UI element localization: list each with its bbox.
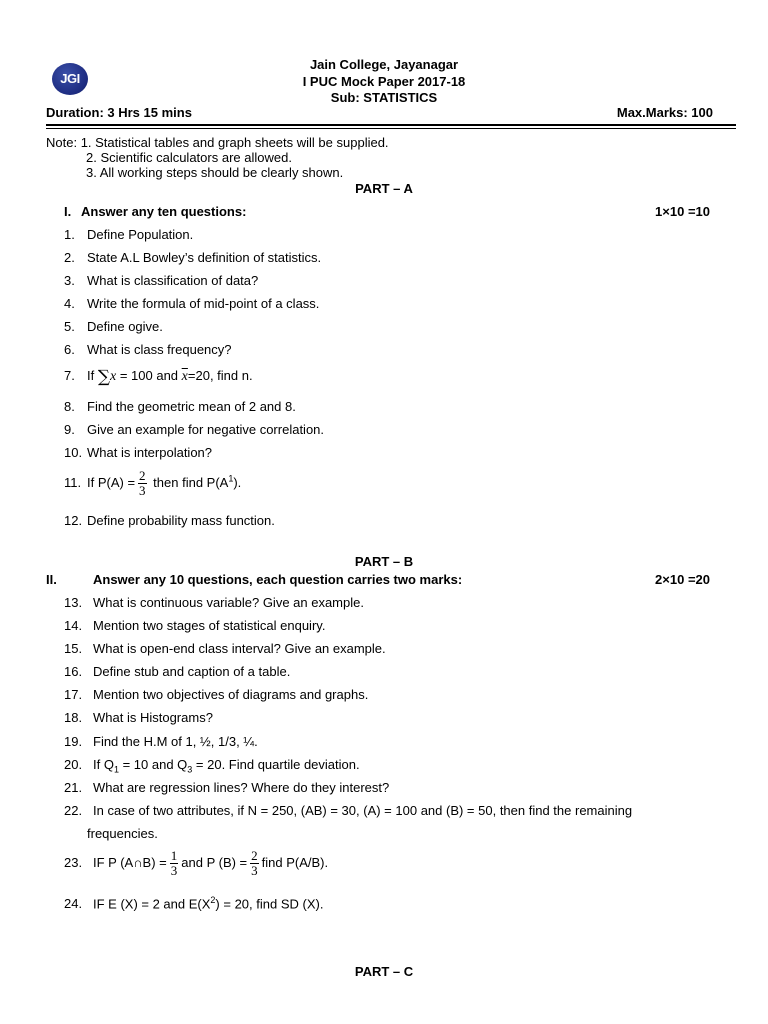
fraction-numerator: 2 xyxy=(251,848,258,863)
fraction-denominator: 3 xyxy=(139,483,146,498)
question-number: 6. xyxy=(64,342,75,357)
question-text: Mention two stages of statistical enquiry. xyxy=(93,618,326,633)
question-text: ). xyxy=(233,474,242,490)
superscript: 1 xyxy=(228,473,234,484)
question-number: 9. xyxy=(64,422,75,437)
question-number: 1. xyxy=(64,227,75,242)
question-text: Define stub and caption of a table. xyxy=(93,664,291,679)
subject-line: Sub: STATISTICS xyxy=(330,90,438,105)
question-item xyxy=(64,780,389,795)
fraction-numerator: 2 xyxy=(139,468,146,483)
question-item xyxy=(64,664,290,679)
question-item xyxy=(64,595,364,610)
question-text: Find the H.M of 1, ½, 1/3, ¼. xyxy=(93,734,258,749)
question-text: Define probability mass function. xyxy=(87,513,275,528)
question-number: 2. xyxy=(64,250,75,265)
question-item xyxy=(64,342,232,357)
header-rule-thin xyxy=(46,128,736,129)
question-item xyxy=(64,445,212,460)
fraction-denominator: 3 xyxy=(170,863,178,878)
max-marks-label: Max.Marks xyxy=(616,105,684,120)
question-text: Define Population. xyxy=(87,227,194,242)
question-text: then find P(A xyxy=(153,474,229,490)
fraction xyxy=(250,849,259,878)
section-roman: I. xyxy=(64,204,72,219)
part-c-title: PART – C xyxy=(354,964,414,979)
question-item xyxy=(64,757,360,775)
question-text: =20, find n. xyxy=(187,368,253,383)
question-number: 19. xyxy=(64,734,83,749)
question-number: 10. xyxy=(64,445,83,460)
question-text: = 20. Find quartile deviation. xyxy=(192,757,360,772)
question-item xyxy=(64,250,321,265)
question-text: What is classification of data? xyxy=(87,273,259,288)
question-text: Write the formula of mid-point of a class. xyxy=(87,296,320,311)
question-item xyxy=(64,399,296,414)
question-text: = 10 and Q xyxy=(118,757,188,772)
question-text: IF P (A∩B) = xyxy=(93,854,167,870)
question-text: find P(A/B). xyxy=(261,854,329,870)
question-text: = 100 and xyxy=(119,368,179,383)
subscript: 3 xyxy=(187,764,193,775)
subscript: 1 xyxy=(113,764,119,775)
question-text: In case of two attributes, if N = 250, (AB) = 30, (A) = 100 and (B) = 50, then find the remaining xyxy=(93,803,633,818)
question-number: 5. xyxy=(64,319,75,334)
question-number: 15. xyxy=(64,641,83,656)
math-variable: x xyxy=(110,369,117,384)
question-number: 14. xyxy=(64,618,83,633)
question-text: If P(A) = xyxy=(87,474,136,490)
note-line-1 xyxy=(46,135,389,150)
question-item xyxy=(64,296,319,311)
question-text: Give an example for negative correlation. xyxy=(87,422,325,437)
max-marks xyxy=(617,105,713,120)
question-item xyxy=(64,227,193,242)
superscript: 2 xyxy=(210,895,216,905)
question-item xyxy=(64,895,323,911)
question-item xyxy=(64,513,275,528)
question-continuation: frequencies. xyxy=(87,826,158,841)
question-number: 13. xyxy=(64,595,83,610)
duration: Duration: 3 Hrs 15 mins xyxy=(46,105,192,120)
question-item xyxy=(64,734,258,749)
question-number: 21. xyxy=(64,780,83,795)
question-number: 8. xyxy=(64,399,75,414)
question-text: What are regression lines? Where do they interest? xyxy=(93,780,390,795)
fraction-numerator: 1 xyxy=(170,848,178,863)
part-a-marks: 1×10 =10 xyxy=(655,204,710,219)
question-number: 17. xyxy=(64,687,83,702)
question-item xyxy=(64,319,163,334)
note-prefix: Note: xyxy=(46,135,81,150)
question-number: 24. xyxy=(64,896,83,912)
question-text: What is continuous variable? Give an example. xyxy=(93,595,364,610)
fraction-denominator: 3 xyxy=(251,863,258,878)
question-text: Mention two objectives of diagrams and graphs. xyxy=(93,687,369,702)
question-text: IF E (X) = 2 and E(X xyxy=(93,896,211,912)
part-b-title: PART – B xyxy=(354,554,414,569)
question-text: Define ogive. xyxy=(87,319,163,334)
question-number: 16. xyxy=(64,664,83,679)
part-a-instruction: Answer any ten questions: xyxy=(81,204,247,219)
note-item: 1. Statistical tables and graph sheets will be supplied. xyxy=(80,135,389,150)
question-text: State A.L Bowley’s definition of statistics. xyxy=(87,250,322,265)
question-item xyxy=(64,367,253,387)
question-item xyxy=(64,422,324,437)
part-b-marks: 2×10 =20 xyxy=(655,572,710,587)
question-text: If Q xyxy=(93,757,114,772)
question-text: Find the geometric mean of 2 and 8. xyxy=(87,399,296,414)
sigma-symbol: ∑ xyxy=(97,367,110,387)
part-b-instruction: Answer any 10 questions, each question carries two marks: xyxy=(93,572,463,587)
question-text: What is Histograms? xyxy=(93,710,213,725)
question-item xyxy=(64,687,368,702)
note-item: 3. All working steps should be clearly shown. xyxy=(86,165,344,180)
college-name: Jain College, Jayanagar xyxy=(309,57,459,72)
max-marks-value: : 100 xyxy=(683,105,713,120)
question-number: 23. xyxy=(64,854,83,870)
question-text: If xyxy=(87,368,95,383)
question-number: 7. xyxy=(64,368,75,383)
jgi-logo: JGI xyxy=(52,63,88,95)
question-item xyxy=(64,618,325,633)
question-item xyxy=(64,641,386,656)
question-number: 18. xyxy=(64,710,83,725)
header-rule-thick xyxy=(46,124,736,126)
question-number: 22. xyxy=(64,803,83,818)
question-text: ) = 20, find SD (X). xyxy=(215,896,324,912)
question-item xyxy=(64,273,258,288)
question-number: 3. xyxy=(64,273,75,288)
part-a-title: PART – A xyxy=(355,181,413,196)
fraction xyxy=(170,849,179,878)
question-text: and P (B) = xyxy=(181,854,248,870)
question-item xyxy=(64,849,328,878)
question-item xyxy=(64,803,632,818)
question-number: 20. xyxy=(64,757,83,772)
question-text: What is class frequency? xyxy=(87,342,232,357)
question-number: 12. xyxy=(64,513,83,528)
fraction xyxy=(138,469,147,498)
question-number: 4. xyxy=(64,296,75,311)
paper-title: I PUC Mock Paper 2017-18 xyxy=(302,74,466,89)
math-variable-bar: $\overline{x}$ xyxy=(181,369,188,384)
question-item xyxy=(64,710,213,725)
question-text: What is interpolation? xyxy=(87,445,213,460)
note-item: 2. Scientific calculators are allowed. xyxy=(86,150,292,165)
question-item xyxy=(64,469,241,498)
question-text: What is open-end class interval? Give an example. xyxy=(93,641,386,656)
question-number: 11. xyxy=(64,474,82,490)
section-roman: II. xyxy=(46,572,57,587)
